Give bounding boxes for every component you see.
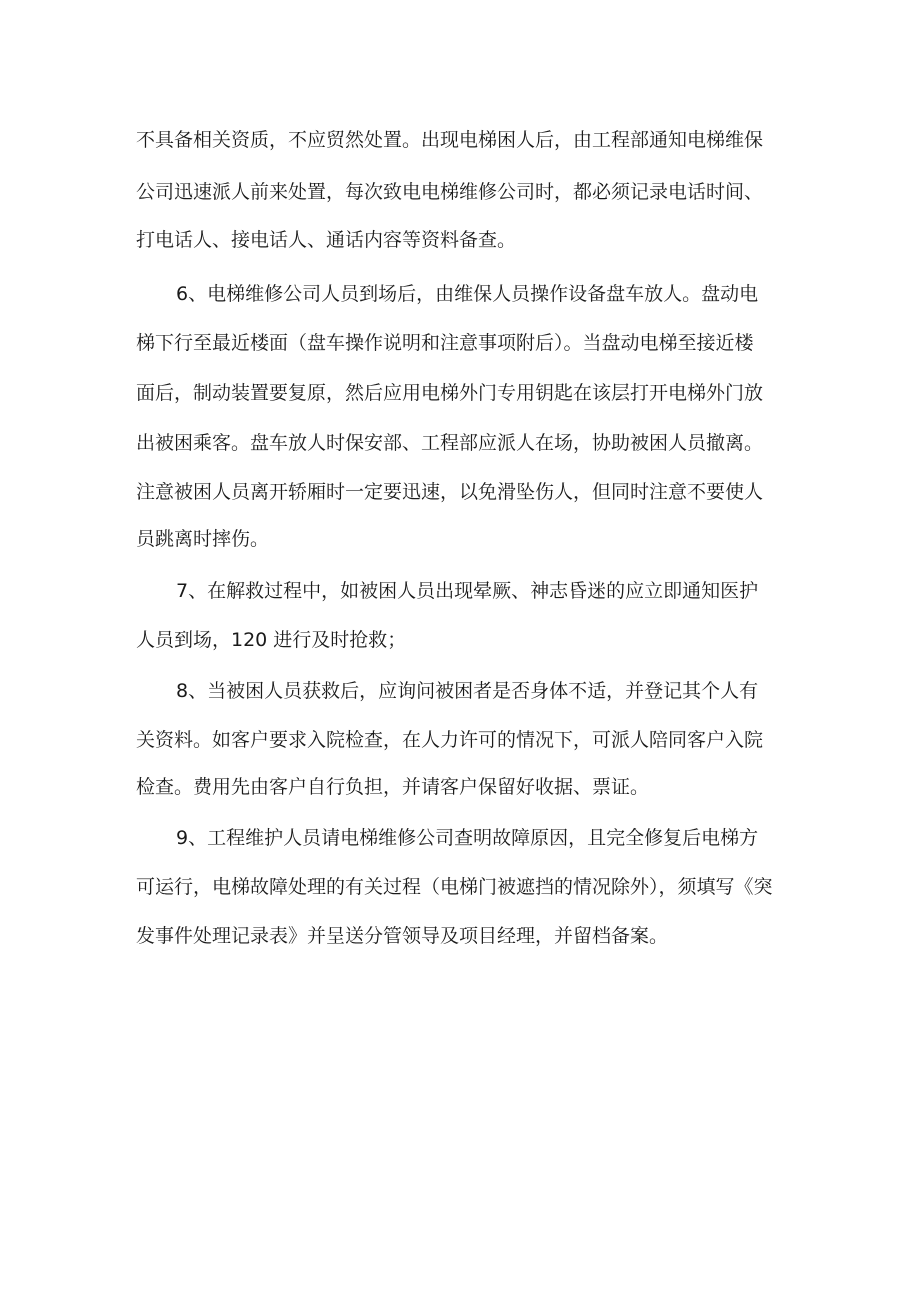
paragraph-line: 注意被困人员离开轿厢时一定要迅速，以免滑坠伤人，但同时注意不要使人	[136, 481, 764, 503]
paragraph-line-item-9: 9、工程维护人员请电梯维修公司查明故障原因，且完全修复后电梯方	[176, 827, 759, 849]
paragraph-line: 检查。费用先由客户自行负担，并请客户保留好收据、票证。	[136, 776, 650, 798]
paragraph-line: 不具备相关资质，不应贸然处置。出现电梯困人后，由工程部通知电梯维保	[136, 129, 764, 151]
paragraph-line: 梯下行至最近楼面（盘车操作说明和注意事项附后）。当盘动电梯至接近楼	[136, 332, 754, 354]
paragraph-line: 面后，制动装置要复原，然后应用电梯外门专用钥匙在该层打开电梯外门放	[136, 382, 764, 404]
paragraph-line-item-6: 6、电梯维修公司人员到场后，由维保人员操作设备盘车放人。盘动电	[176, 283, 759, 305]
paragraph-line: 打电话人、接电话人、通话内容等资料备查。	[136, 229, 517, 251]
paragraph-line-item-7: 7、在解救过程中，如被困人员出现晕厥、神志昏迷的应立即通知医护	[176, 580, 759, 602]
paragraph-line: 公司迅速派人前来处置，每次致电电梯维修公司时，都必须记录电话时间、	[136, 181, 764, 203]
paragraph-line: 人员到场，120 进行及时抢救；	[136, 629, 407, 651]
paragraph-line: 可运行，电梯故障处理的有关过程（电梯门被遮挡的情况除外），须填写《突	[136, 876, 773, 898]
paragraph-line-item-8: 8、当被困人员获救后，应询问被困者是否身体不适，并登记其个人有	[176, 680, 759, 702]
paragraph-line: 员跳离时摔伤。	[136, 528, 270, 550]
paragraph-line: 关资料。如客户要求入院检查，在人力许可的情况下，可派人陪同客户入院	[136, 729, 764, 751]
paragraph-line: 出被困乘客。盘车放人时保安部、工程部应派人在场，协助被困人员撤离。	[136, 432, 764, 454]
paragraph-line: 发事件处理记录表》并呈送分管领导及项目经理，并留档备案。	[136, 925, 669, 947]
